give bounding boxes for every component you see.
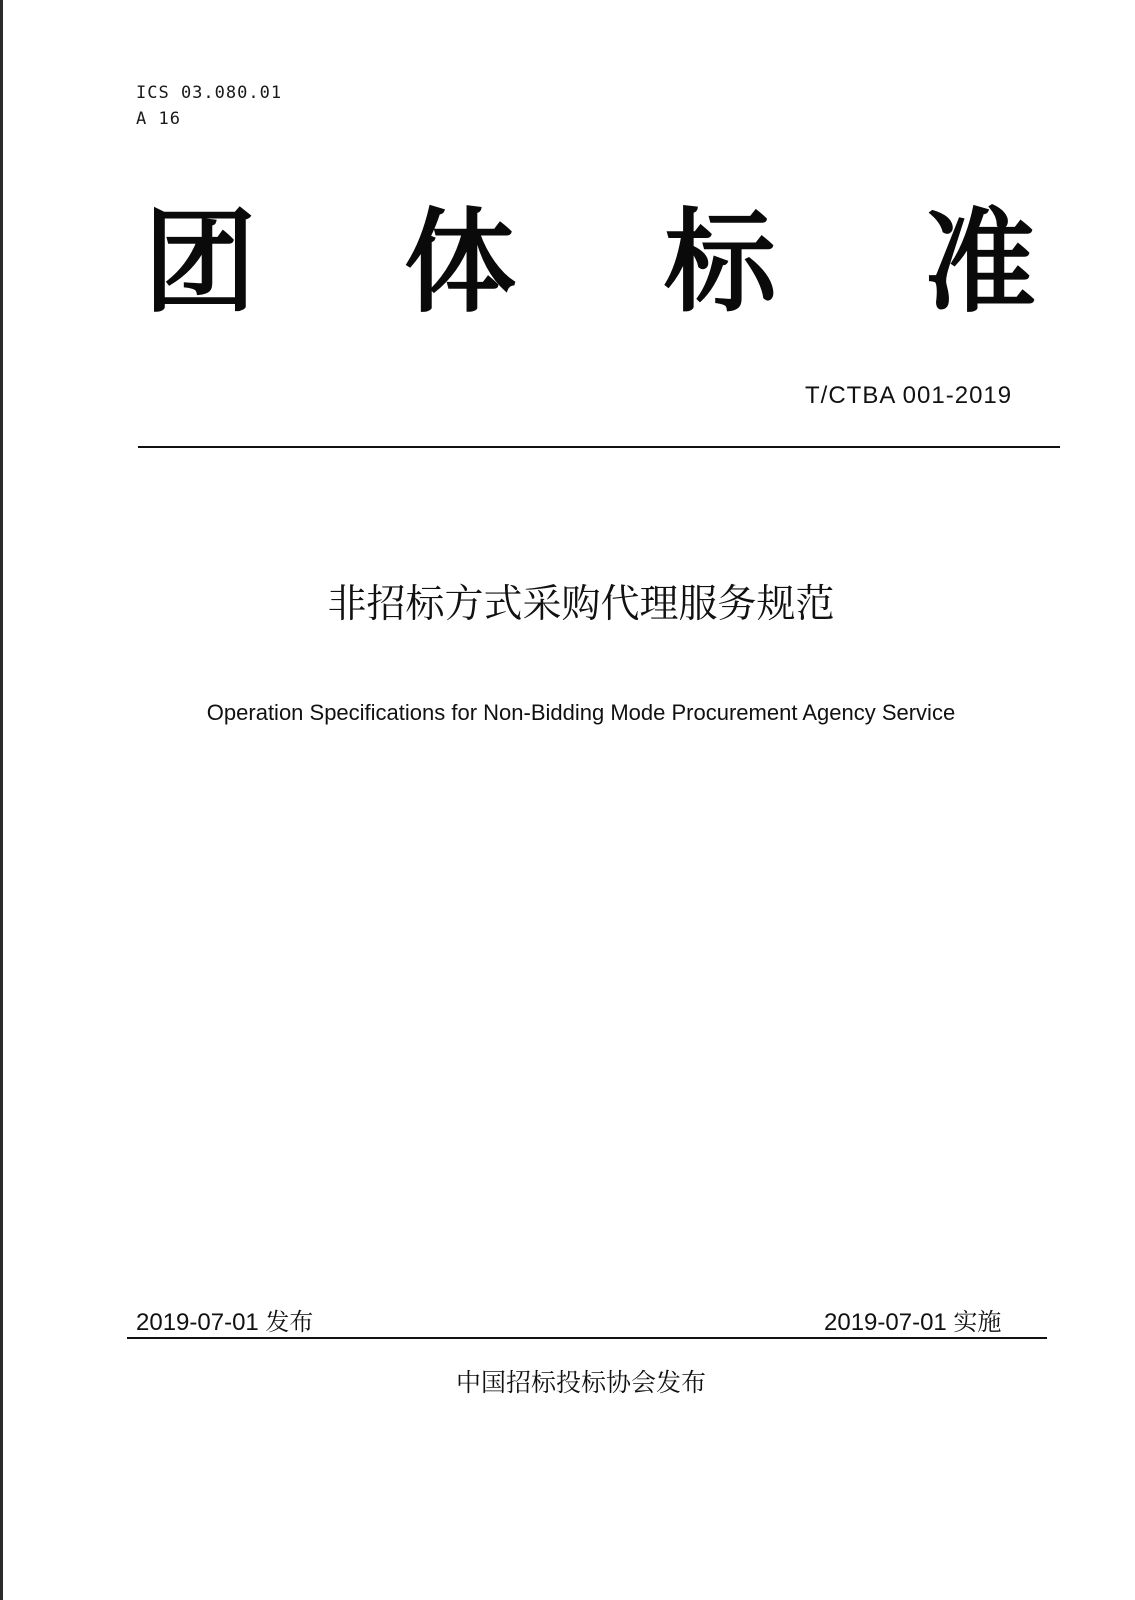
implementation-date: 2019-07-01 实施	[824, 1309, 1002, 1336]
ics-code: ICS 03.080.01	[136, 83, 283, 103]
bottom-divider	[127, 1337, 1047, 1339]
banner-char: 体	[404, 197, 516, 328]
banner-char: 团	[144, 197, 256, 328]
title-english: Operation Specifications for Non-Bidding Mode Procurement Agency Service	[206, 700, 956, 725]
publisher: 中国招标投标协会发布	[455, 1368, 706, 1397]
classification-codes	[136, 80, 282, 132]
page-edge	[0, 0, 3, 1600]
top-divider	[138, 446, 1060, 448]
standard-type-banner	[140, 197, 1040, 328]
banner-char: 准	[924, 197, 1036, 328]
banner-char: 标	[664, 197, 776, 328]
issue-date: 2019-07-01 发布	[136, 1309, 314, 1336]
ccs-code: A 16	[136, 109, 181, 129]
standard-number: T/CTBA 001-2019	[805, 382, 1013, 409]
title-chinese: 非招标方式采购代理服务规范	[327, 582, 835, 627]
